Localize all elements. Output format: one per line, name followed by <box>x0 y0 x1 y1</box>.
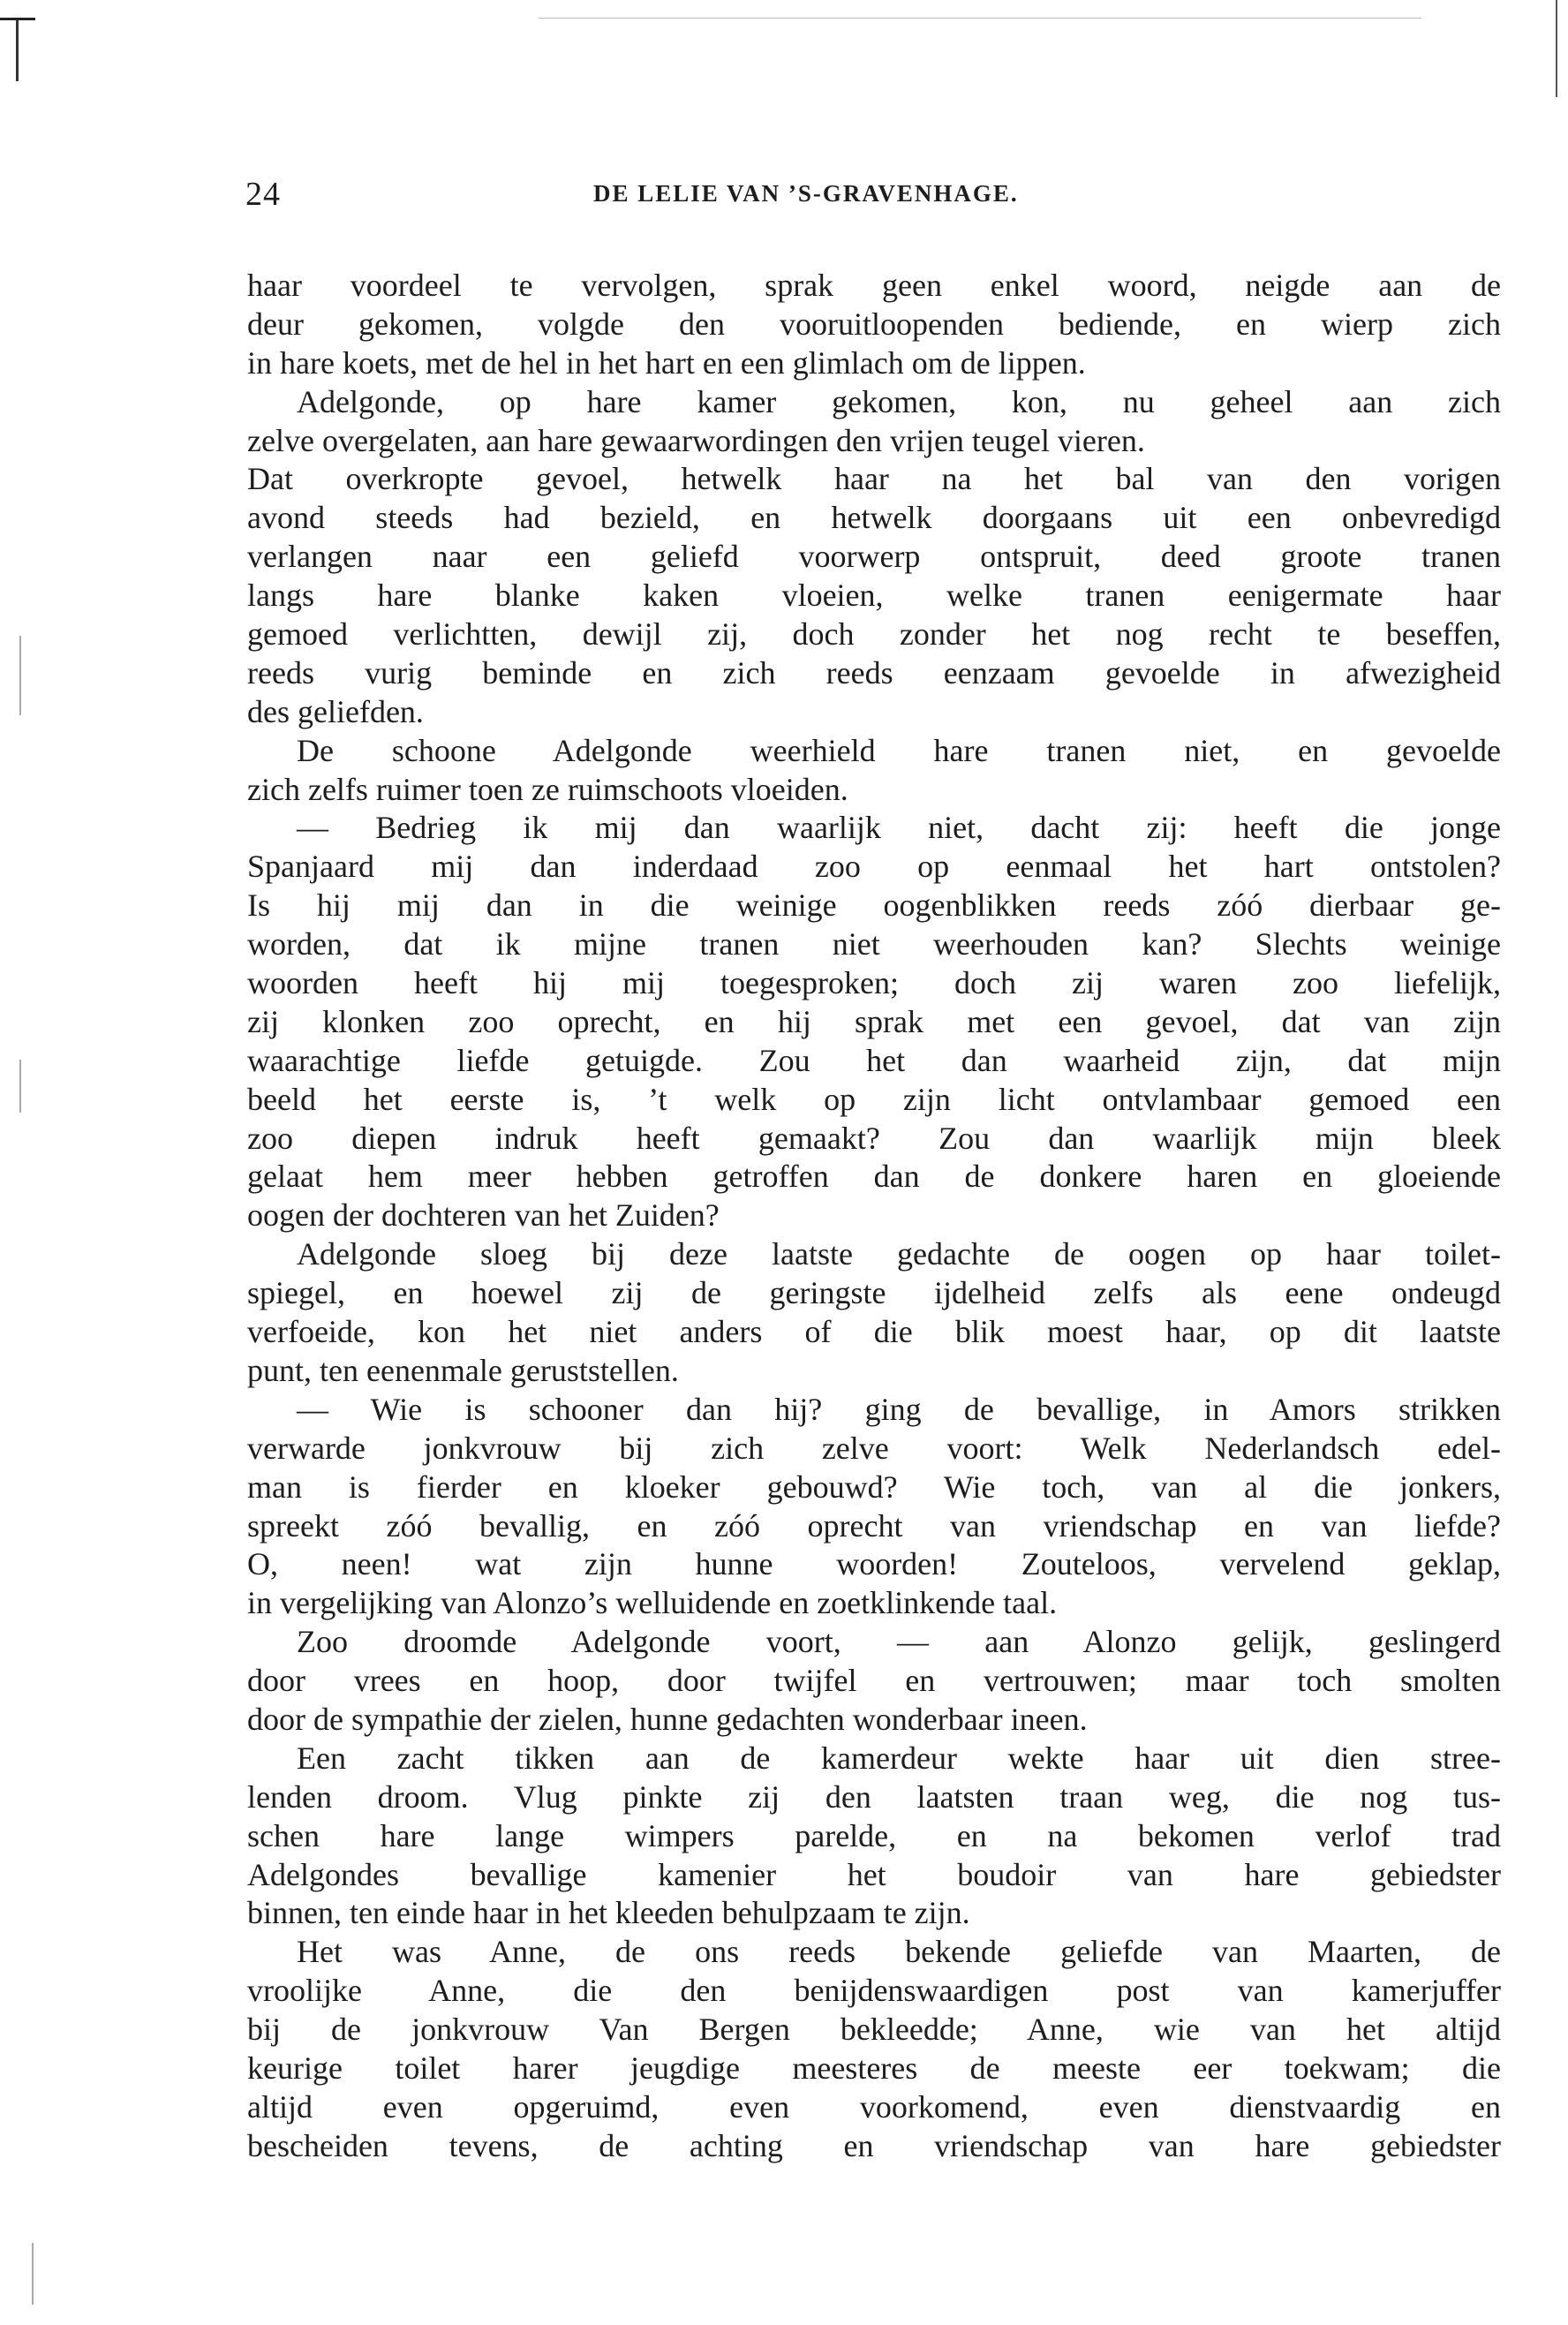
text-line: waarachtige liefde getuigde. Zou het dan waarheid zijn, dat mijn <box>247 1042 1501 1078</box>
text-line: De schoone Adelgonde weerhield hare tranen niet, en gevoelde <box>297 732 1501 768</box>
text-line: woorden heeft hij mij toegesproken; doch zij waren zoo liefelijk, <box>247 965 1501 1001</box>
text-line: des geliefden. <box>247 693 424 729</box>
text-line: in hare koets, met de hel in het hart en een glimlach om de lippen. <box>247 344 1086 381</box>
text-line: zoo diepen indruk heeft gemaakt? Zou dan waarlijk mijn bleek <box>247 1120 1501 1156</box>
scan-border-mark <box>16 19 19 81</box>
scan-border-mark <box>1556 0 1557 97</box>
text-line: keurige toilet harer jeugdige meesteres de meeste eer toekwam; die <box>247 2049 1501 2086</box>
text-line: — Wie is schooner dan hij? ging de bevallige, in Amors strikken <box>297 1391 1501 1427</box>
text-line: gemoed verlichtten, dewijl zij, doch zonder het nog recht te beseffen, <box>247 616 1501 653</box>
text-line: vroolijke Anne, die den benijdenswaardigen post van kamerjuffer <box>247 1973 1501 2009</box>
text-line: haar voordeel te vervolgen, sprak geen enkel woord, neigde aan de <box>247 268 1501 303</box>
text-line: Dat overkropte gevoel, hetwelk haar na het bal van den vorigen <box>247 461 1501 497</box>
text-line: in vergelijking van Alonzo’s welluidende en zoetklinkende taal. <box>247 1585 1058 1621</box>
running-title: DE LELIE VAN ’S-GRAVENHAGE. <box>593 180 1019 207</box>
text-line: altijd even opgeruimd, even voorkomend, even dienstvaardig en <box>247 2088 1501 2125</box>
text-line: verlangen naar een geliefd voorwerp ontspruit, deed groote tranen <box>247 539 1501 575</box>
text-line: zelve overgelaten, aan hare gewaarwordingen den vrijen teugel vieren. <box>247 422 1145 458</box>
text-line: verfoeide, kon het niet anders of die blik moest haar, op dit laatste <box>247 1314 1501 1350</box>
text-line: — Bedrieg ik mij dan waarlijk niet, dacht zij: heeft die jonge <box>297 810 1501 846</box>
scan-border-line <box>539 18 1421 19</box>
scan-margin-mark <box>32 2243 34 2305</box>
text-line: oogen der dochteren van het Zuiden? <box>247 1197 720 1234</box>
text-line: Is hij mij dan in die weinige oogenblikken reeds zóó dierbaar ge- <box>247 887 1501 924</box>
text-line: Adelgonde sloeg bij deze laatste gedachte de oogen op haar toilet- <box>297 1236 1501 1272</box>
text-line: zich zelfs ruimer toen ze ruimschoots vloeiden. <box>247 771 848 807</box>
text-line: reeds vurig beminde en zich reeds eenzaam gevoelde in afwezigheid <box>247 654 1501 691</box>
text-line: Zoo droomde Adelgonde voort, — aan Alonzo gelijk, geslingerd <box>297 1624 1501 1660</box>
text-line: door de sympathie der zielen, hunne gedachten wonderbaar ineen. <box>247 1701 1088 1737</box>
text-line: binnen, ten einde haar in het kleeden behulpzaam te zijn. <box>247 1895 970 1931</box>
text-line: door vrees en hoop, door twijfel en vertrouwen; maar toch smolten <box>247 1663 1501 1699</box>
page-number: 24 <box>245 176 281 213</box>
body-text <box>247 267 1501 2166</box>
text-line: Een zacht tikken aan de kamerdeur wekte haar uit dien stree- <box>297 1740 1501 1776</box>
text-line: spreekt zóó bevallig, en zóó oprecht van vriendschap en van liefde? <box>247 1507 1501 1544</box>
text-line: verwarde jonkvrouw bij zich zelve voort: Welk Nederlandsch edel- <box>247 1430 1501 1466</box>
text-line: gelaat hem meer hebben getroffen dan de donkere haren en gloeiende <box>247 1159 1501 1195</box>
text-line: O, neen! wat zijn hunne woorden! Zouteloos, vervelend geklap, <box>247 1546 1501 1582</box>
text-line: zij klonken zoo oprecht, en hij sprak met een gevoel, dat van zijn <box>247 1003 1501 1039</box>
text-line: beeld het eerste is, ’t welk op zijn licht ontvlambaar gemoed een <box>247 1081 1501 1117</box>
scan-margin-mark <box>19 636 21 715</box>
text-line: bij de jonkvrouw Van Bergen bekleedde; Anne, wie van het altijd <box>247 2012 1501 2048</box>
text-line: punt, ten eenenmale geruststellen. <box>247 1352 679 1388</box>
text-line: bescheiden tevens, de achting en vriendschap van hare gebiedster <box>247 2127 1501 2163</box>
text-line: Spanjaard mij dan inderdaad zoo op eenmaal het hart ontstolen? <box>247 849 1501 885</box>
text-line: man is fierder en kloeker gebouwd? Wie toch, van al die jonkers, <box>247 1468 1501 1505</box>
text-line: schen hare lange wimpers parelde, en na bekomen verlof trad <box>247 1817 1501 1853</box>
text-line: Adelgonde, op hare kamer gekomen, kon, nu geheel aan zich <box>297 383 1501 419</box>
text-line: Adelgondes bevallige kamenier het boudoir van hare gebiedster <box>247 1856 1501 1892</box>
scan-margin-mark <box>19 1060 21 1113</box>
text-line: Het was Anne, de ons reeds bekende geliefde van Maarten, de <box>297 1934 1501 1970</box>
text-line: avond steeds had bezield, en hetwelk doorgaans uit een onbevredigd <box>247 500 1501 536</box>
text-line: worden, dat ik mijne tranen niet weerhouden kan? Slechts weinige <box>247 926 1501 962</box>
text-line: spiegel, en hoewel zij de geringste ijdelheid zelfs als eene ondeugd <box>247 1275 1501 1311</box>
text-line: lenden droom. Vlug pinkte zij den laatsten traan weg, die nog tus- <box>247 1778 1501 1815</box>
text-line: deur gekomen, volgde den vooruitloopenden bediende, en wierp zich <box>247 306 1501 342</box>
text-line: langs hare blanke kaken vloeien, welke tranen eenigermate haar <box>247 577 1501 614</box>
